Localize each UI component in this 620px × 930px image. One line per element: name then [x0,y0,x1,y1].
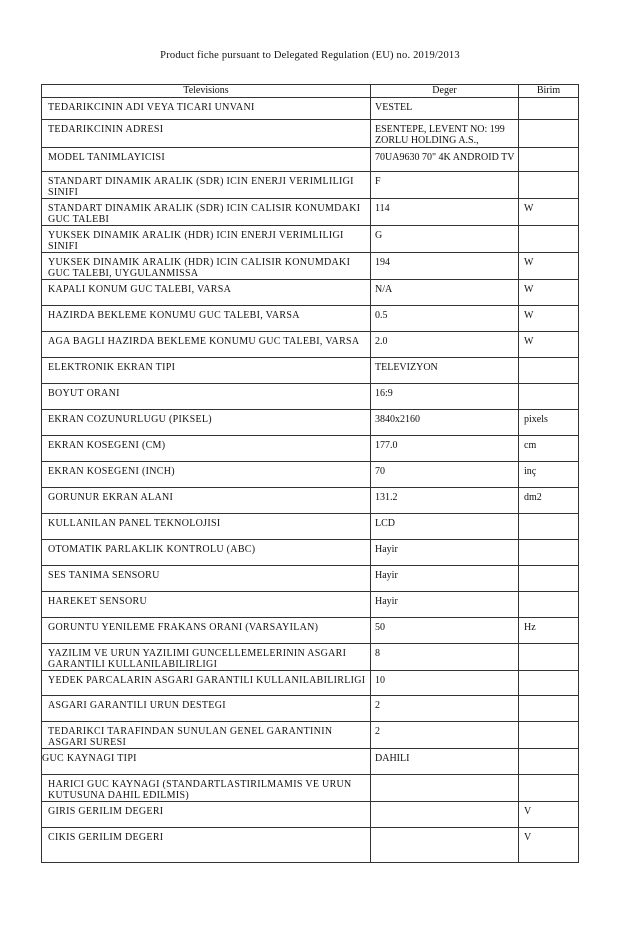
parameter-cell-text: BOYUT ORANI [48,388,120,399]
value-cell-text: 50 [375,622,385,633]
unit-cell [519,722,579,749]
product-fiche-table [41,84,579,863]
parameter-cell [42,775,371,802]
unit-cell [519,172,579,199]
value-cell-text: DAHILI [375,753,410,764]
table-row [42,253,579,280]
parameter-cell-text: AGA BAGLI HAZIRDA BEKLEME KONUMU GUC TALEBI, VARSA [48,336,360,347]
unit-cell-text [519,592,578,596]
value-cell [371,384,519,410]
unit-cell-text: pixels [524,414,548,425]
unit-cell-text: V [524,806,532,817]
value-cell [371,775,519,802]
table-row [42,828,579,863]
parameter-cell-text: KULLANILAN PANEL TEKNOLOJISI [48,518,221,529]
value-cell [371,226,519,253]
unit-cell [519,98,579,120]
unit-cell-text [519,384,578,388]
table-row [42,332,579,358]
unit-cell [519,462,579,488]
parameter-cell-text: TEDARIKCI TARAFINDAN SUNULAN GENEL GARANTININ ASGARI SURESI [48,726,333,748]
unit-cell-text: V [524,832,532,843]
value-cell-text [371,775,518,779]
value-cell [371,644,519,671]
parameter-cell [42,358,371,384]
parameter-cell [42,120,371,148]
unit-cell [519,540,579,566]
value-cell [371,514,519,540]
parameter-cell-text: SES TANIMA SENSORU [48,570,160,581]
parameter-cell [42,384,371,410]
parameter-cell-text: KAPALI KONUM GUC TALEBI, VARSA [48,284,232,295]
parameter-cell [42,696,371,722]
value-cell [371,696,519,722]
value-cell [371,488,519,514]
parameter-cell-text: EKRAN COZUNURLUGU (PIKSEL) [48,414,212,425]
parameter-cell [42,280,371,306]
table-row [42,671,579,696]
unit-cell [519,671,579,696]
table-row [42,802,579,828]
table-row [42,306,579,332]
table-row [42,462,579,488]
unit-cell [519,802,579,828]
table-row [42,540,579,566]
parameter-cell [42,592,371,618]
parameter-cell-text: ASGARI GARANTILI URUN DESTEGI [48,700,226,711]
unit-cell [519,592,579,618]
unit-cell [519,828,579,863]
parameter-cell-text: STANDART DINAMIK ARALIK (SDR) ICIN ENERJI VERIMLILIGI SINIFI [48,176,354,198]
unit-cell [519,514,579,540]
parameter-cell [42,828,371,863]
parameter-cell-text: EKRAN KOSEGENI (CM) [48,440,166,451]
table-row [42,120,579,148]
unit-cell [519,566,579,592]
parameter-cell [42,749,371,775]
parameter-cell [42,410,371,436]
unit-cell-text [519,540,578,544]
parameter-cell-text: YEDEK PARCALARIN ASGARI GARANTILI KULLANILABILIRLIGI [48,675,366,686]
unit-cell [519,618,579,644]
parameter-cell [42,644,371,671]
unit-cell-text [519,98,578,102]
unit-cell-text [519,749,578,753]
value-cell-text: 8 [375,648,380,659]
parameter-cell-text: ELEKTRONIK EKRAN TIPI [48,362,176,373]
parameter-cell-text: EKRAN KOSEGENI (INCH) [48,466,175,477]
header-parameter: Televisions [42,85,371,98]
unit-cell [519,226,579,253]
value-cell-text [371,802,518,806]
parameter-cell [42,306,371,332]
parameter-cell-text: TEDARIKCININ ADI VEYA TICARI UNVANI [48,102,255,113]
table-row [42,696,579,722]
value-cell-text: ESENTEPE, LEVENT NO: 199 ZORLU HOLDING A.S., [375,124,505,146]
parameter-cell [42,618,371,644]
unit-cell [519,120,579,148]
value-cell [371,749,519,775]
parameter-cell [42,436,371,462]
value-cell-text: 0.5 [375,310,388,321]
parameter-cell-text: TEDARIKCININ ADRESI [48,124,164,135]
unit-cell-text: W [524,284,534,295]
header-unit: Birim [519,85,579,98]
unit-cell-text [519,722,578,726]
parameter-cell-text: YUKSEK DINAMIK ARALIK (HDR) ICIN ENERJI VERIMLILIGI SINIFI [48,230,344,252]
unit-cell [519,384,579,410]
unit-cell-text: dm2 [524,492,542,503]
parameter-cell [42,462,371,488]
table-row [42,592,579,618]
unit-cell [519,410,579,436]
parameter-cell-text: CIKIS GERILIM DEGERI [48,832,164,843]
value-cell-text: TELEVIZYON [375,362,438,373]
unit-cell-text [519,148,578,152]
unit-cell-text [519,358,578,362]
value-cell [371,98,519,120]
unit-cell-text [519,644,578,648]
value-cell [371,436,519,462]
unit-cell-text [519,566,578,570]
value-cell [371,358,519,384]
unit-cell-text: W [524,257,534,268]
value-cell [371,540,519,566]
parameter-cell [42,540,371,566]
value-cell-text: 177.0 [375,440,398,451]
header-value: Deger [371,85,519,98]
unit-cell-text: W [524,203,534,214]
parameter-cell [42,722,371,749]
value-cell-text: Hayir [375,570,398,581]
value-cell-text: 2 [375,700,380,711]
value-cell [371,828,519,863]
unit-cell [519,775,579,802]
parameter-cell [42,226,371,253]
value-cell [371,802,519,828]
value-cell [371,332,519,358]
value-cell-text: 16:9 [375,388,393,399]
unit-cell [519,306,579,332]
value-cell-text: 131.2 [375,492,398,503]
table-row [42,722,579,749]
value-cell [371,722,519,749]
table-row [42,644,579,671]
value-cell-text: 2.0 [375,336,388,347]
value-cell [371,199,519,226]
parameter-cell [42,566,371,592]
parameter-cell [42,332,371,358]
parameter-cell-text: HARICI GUC KAYNAGI (STANDARTLASTIRILMAMIS VE URUN KUTUSUNA DAHIL EDILMIS) [48,779,352,801]
value-cell [371,410,519,436]
value-cell-text: G [375,230,383,241]
unit-cell [519,358,579,384]
table-row [42,226,579,253]
unit-cell-text: W [524,310,534,321]
parameter-cell [42,488,371,514]
parameter-cell [42,148,371,172]
unit-cell [519,696,579,722]
unit-cell [519,148,579,172]
unit-cell-text [519,775,578,779]
table-row [42,488,579,514]
parameter-cell-text: GUC KAYNAGI TIPI [42,753,137,764]
parameter-cell-text: MODEL TANIMLAYICISI [48,152,166,163]
table-row [42,436,579,462]
table-row [42,775,579,802]
value-cell [371,120,519,148]
parameter-cell [42,199,371,226]
unit-cell-text: cm [524,440,537,451]
value-cell-text: 70UA9630 70" 4K ANDROID TV [375,152,515,163]
parameter-cell-text: GORUNTU YENILEME FRAKANS ORANI (VARSAYILAN) [48,622,319,633]
parameter-cell [42,253,371,280]
value-cell [371,592,519,618]
value-cell-text: 10 [375,675,385,686]
table-row [42,98,579,120]
value-cell-text: LCD [375,518,395,529]
table-row [42,566,579,592]
table-row [42,172,579,199]
unit-cell-text [519,514,578,518]
parameter-cell [42,172,371,199]
parameter-cell [42,514,371,540]
parameter-cell-text: HAZIRDA BEKLEME KONUMU GUC TALEBI, VARSA [48,310,300,321]
value-cell-text: 114 [375,203,390,214]
value-cell [371,253,519,280]
value-cell-text: 194 [375,257,390,268]
value-cell [371,280,519,306]
parameter-cell-text: STANDART DINAMIK ARALIK (SDR) ICIN CALISIR KONUMDAKI GUC TALEBI [48,203,361,225]
table-row [42,358,579,384]
unit-cell [519,253,579,280]
table-row [42,514,579,540]
value-cell-text: 3840x2160 [375,414,420,425]
value-cell [371,148,519,172]
unit-cell-text [519,696,578,700]
value-cell [371,671,519,696]
parameter-cell-text: GIRIS GERILIM DEGERI [48,806,164,817]
value-cell-text: Hayir [375,544,398,555]
value-cell [371,172,519,199]
value-cell-text: 70 [375,466,385,477]
table-row [42,410,579,436]
table-row [42,384,579,410]
value-cell-text: N/A [375,284,393,295]
value-cell [371,566,519,592]
value-cell-text [371,828,518,832]
unit-cell-text: W [524,336,534,347]
value-cell-text: Hayir [375,596,398,607]
unit-cell-text: Hz [524,622,536,633]
parameter-cell-text: OTOMATIK PARLAKLIK KONTROLU (ABC) [48,544,256,555]
unit-cell-text [519,226,578,230]
unit-cell [519,199,579,226]
document-title: Product fiche pursuant to Delegated Regulation (EU) no. 2019/2013 [160,50,460,61]
parameter-cell-text: YAZILIM VE URUN YAZILIMI GUNCELLEMELERININ ASGARI GARANTILI KULLANILABILIRLIGI [48,648,347,670]
unit-cell [519,280,579,306]
unit-cell-text [519,671,578,675]
unit-cell [519,436,579,462]
unit-cell [519,332,579,358]
parameter-cell [42,671,371,696]
table-header-row [42,85,579,98]
unit-cell [519,644,579,671]
value-cell-text: F [375,176,381,187]
unit-cell-text [519,172,578,176]
parameter-cell [42,802,371,828]
parameter-cell-text: YUKSEK DINAMIK ARALIK (HDR) ICIN CALISIR KONUMDAKI GUC TALEBI, UYGULANMISSA [48,257,351,279]
value-cell [371,462,519,488]
table-row [42,280,579,306]
unit-cell-text: inç [524,466,537,477]
parameter-cell-text: GORUNUR EKRAN ALANI [48,492,174,503]
table-row [42,618,579,644]
unit-cell [519,488,579,514]
parameter-cell [42,98,371,120]
value-cell [371,306,519,332]
unit-cell [519,749,579,775]
value-cell-text: 2 [375,726,380,737]
value-cell [371,618,519,644]
unit-cell-text [519,120,578,124]
table-row [42,199,579,226]
parameter-cell-text: HAREKET SENSORU [48,596,148,607]
table-row [42,749,579,775]
table-row [42,148,579,172]
value-cell-text: VESTEL [375,102,413,113]
